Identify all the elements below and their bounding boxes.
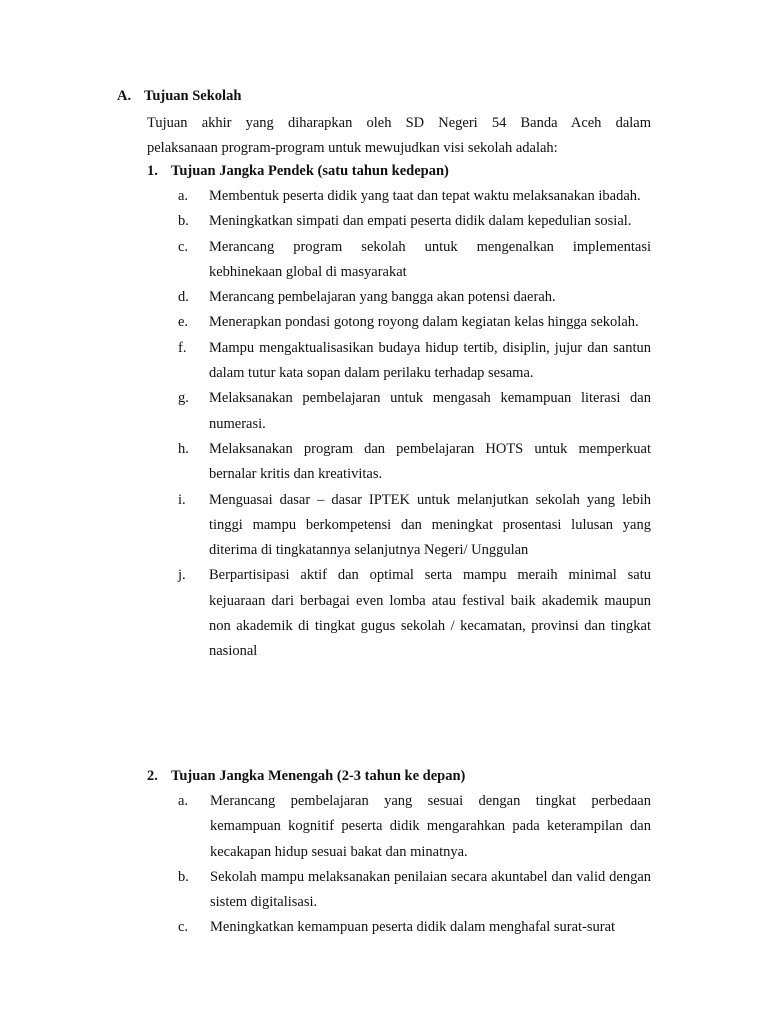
section-heading [117, 87, 241, 105]
item-text: Merancang pembelajaran yang bangga akan potensi daerah. [209, 289, 556, 306]
list-item [178, 336, 651, 387]
item-text: Mampu mengaktualisasikan budaya hidup tertib, disiplin, jujur dan santun dalam tutur kata sopan dalam perilaku terhadap sesama. [209, 339, 651, 382]
item-letter: f. [178, 339, 187, 356]
item-letter: b. [178, 868, 189, 885]
item-letter: a. [178, 793, 189, 809]
item-letter: i. [178, 491, 186, 508]
list-item [178, 915, 651, 940]
item-text: Melaksanakan pembelajaran untuk mengasah kemampuan literasi dan numerasi. [209, 390, 651, 432]
item-letter: b. [178, 213, 189, 230]
subsection-title: Tujuan Jangka Pendek (satu tahun kedepan) [171, 163, 449, 179]
subsection-marker: 2. [147, 768, 158, 784]
item-text: Merancang program sekolah untuk mengenalkan implementasi kebhinekaan global di masyarakat [209, 238, 651, 280]
list-item [178, 386, 651, 437]
list-item [178, 563, 651, 664]
item-text: Meningkatkan kemampuan peserta didik dalam menghafal surat-surat [210, 919, 616, 936]
list-item [178, 235, 651, 286]
item-text: Melaksanakan program dan pembelajaran HOTS untuk memperkuat bernalar kritis dan kreativitas. [209, 440, 651, 483]
item-text: Menerapkan pondasi gotong royong dalam kegiatan kelas hingga sekolah. [209, 314, 639, 331]
subsection-heading-medium-term [147, 767, 465, 785]
list-item [178, 865, 651, 916]
item-text: Merancang pembelajaran yang sesuai dengan tingkat perbedaan kemampuan kognitif peserta didik mengarahkan pada keterampilan dan kecakapan hidup sesuai bakat dan minatnya. [210, 793, 651, 860]
item-text: Berpartisipasi aktif dan optimal serta mampu meraih minimal satu kejuaraan dari berbagai even lomba atau festival baik akademik maupun non akademik di tingkat gugus sekolah / kecamatan, provinsi dan tingkat nasional [209, 567, 651, 660]
intro-line: Tujuan akhir yang diharapkan oleh SD Negeri 54 Banda Aceh dalam [147, 115, 651, 131]
item-letter: a. [178, 188, 189, 204]
item-text: Sekolah mampu melaksanakan penilaian secara akuntabel dan valid dengan sistem digitalisasi. [210, 868, 651, 911]
item-text: Meningkatkan simpati dan empati peserta didik dalam kepedulian sosial. [209, 213, 632, 230]
list-item [178, 209, 651, 234]
list-item [178, 789, 651, 865]
item-letter: h. [178, 440, 189, 457]
subsection-title: Tujuan Jangka Menengah (2-3 tahun ke depan) [171, 768, 466, 784]
item-text: Menguasai dasar – dasar IPTEK untuk melanjutkan sekolah yang lebih tinggi mampu berkompetensi dan meningkat prosentasi lulusan yang diterima di tingkatannya selanjutnya Negeri/ Unggulan [209, 491, 651, 559]
item-letter: g. [178, 390, 189, 407]
list-item [178, 184, 651, 209]
short-term-goal-list [178, 184, 651, 665]
subsection-heading-short-term [147, 162, 449, 180]
subsection-marker: 1. [147, 163, 158, 179]
medium-term-goal-list [178, 789, 651, 941]
item-text: Membentuk peserta didik yang taat dan tepat waktu melaksanakan ibadah. [209, 188, 641, 204]
item-letter: d. [178, 289, 189, 306]
intro-paragraph [147, 111, 651, 162]
list-item [178, 437, 651, 488]
item-letter: j. [178, 567, 186, 584]
list-item [178, 285, 651, 310]
section-title: Tujuan Sekolah [144, 88, 242, 104]
item-letter: c. [178, 919, 189, 936]
intro-line: pelaksanaan program-program untuk mewujudkan visi sekolah adalah: [147, 140, 558, 157]
item-letter: e. [178, 314, 189, 331]
list-item [178, 310, 651, 335]
list-item [178, 488, 651, 564]
section-marker: A. [117, 88, 132, 104]
item-letter: c. [178, 238, 189, 255]
